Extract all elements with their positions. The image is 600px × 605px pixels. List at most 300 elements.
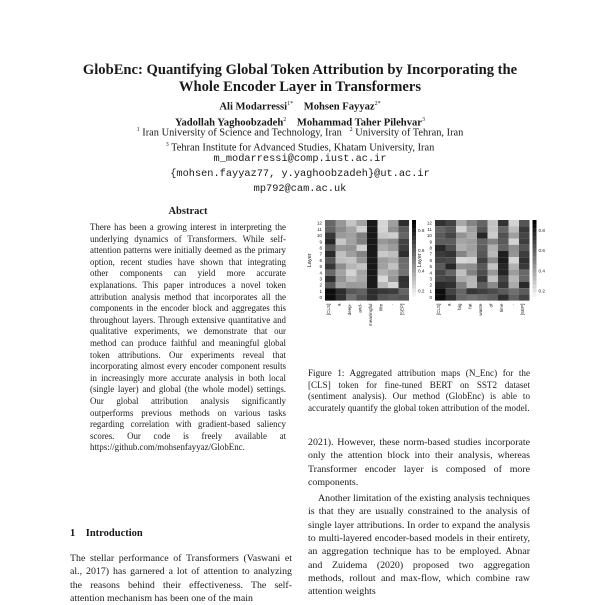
- layer-tick-label: 10: [316, 233, 322, 239]
- heatmap-cell: [388, 294, 399, 300]
- introduction-text: The stellar performance of Transformers (Vaswani et al., 2017) has garnered a lot of attention to analyzing the reasons behind their effectiveness. The self-attention mechanism has been one of the main: [70, 553, 292, 604]
- heatmap-cell: [435, 251, 446, 257]
- heatmap-cell: [435, 232, 446, 238]
- heatmap-cell: [399, 226, 410, 232]
- colorbar-segment: [412, 244, 416, 248]
- heatmap-cell: [488, 282, 499, 288]
- layer-tick-label: 4: [319, 270, 322, 276]
- layer-tick-label: 7: [319, 251, 322, 257]
- token-tick-label: waste: [478, 303, 484, 316]
- heatmap-cell: [446, 245, 457, 251]
- affiliations: [40, 124, 560, 155]
- author-superscript: 1*: [287, 101, 294, 107]
- colorbar-segment: [412, 272, 416, 276]
- heatmap-cell: [435, 220, 446, 226]
- heatmap-cell: [336, 282, 347, 288]
- colorbar-segment: [412, 228, 416, 232]
- heatmap-cell: [357, 239, 368, 245]
- y-axis-label: Layer: [417, 253, 423, 268]
- heatmap-cell: [346, 294, 357, 300]
- heatmap-cell: [388, 220, 399, 226]
- heatmap-cell: [378, 239, 389, 245]
- heatmap-cell: [477, 226, 488, 232]
- token-tick-label: [CLS]: [326, 303, 332, 316]
- heatmap-cell: [467, 257, 478, 263]
- author-superscript: 3: [422, 117, 425, 124]
- heatmap-cell: [378, 232, 389, 238]
- token-tick-label: and-: [357, 303, 363, 313]
- heatmap-cell: [367, 282, 378, 288]
- heatmap-cell: [456, 245, 467, 251]
- heatmap-cell: [477, 270, 488, 276]
- colorbar-segment: [412, 248, 416, 252]
- heatmap-cell: [509, 232, 520, 238]
- heatmap-cell: [357, 245, 368, 251]
- colorbar-segment: [412, 297, 416, 301]
- layer-tick-label: 8: [429, 245, 432, 251]
- y-axis-label: Layer: [307, 253, 313, 268]
- heatmap-cell: [488, 288, 499, 294]
- heatmap-cell: [325, 245, 336, 251]
- heatmap-cell: [378, 226, 389, 232]
- heatmap-cell: [388, 270, 399, 276]
- layer-tick-label: 1: [429, 288, 432, 294]
- heatmap-cell: [357, 276, 368, 282]
- heatmap-cell: [467, 251, 478, 257]
- affiliation-text: Tehran Institute for Advanced Studies, Khatam University, Iran: [171, 142, 435, 154]
- heatmap-cell: [509, 263, 520, 269]
- heatmap-cell: [477, 239, 488, 245]
- heatmap-cell: [399, 263, 410, 269]
- colorbar-segment: [533, 248, 537, 252]
- heatmap-cell: [488, 270, 499, 276]
- right-heatmap-panel: [417, 220, 545, 316]
- colorbar-segment: [533, 284, 537, 288]
- colorbar-segment: [412, 240, 416, 244]
- heatmap-cell: [367, 232, 378, 238]
- heatmap-cell: [519, 270, 530, 276]
- heatmap-cell: [446, 288, 457, 294]
- heatmap-cell: [477, 282, 488, 288]
- heatmap-cell: [435, 276, 446, 282]
- layer-tick-label: 4: [429, 270, 432, 276]
- layer-tick-label: 0: [429, 295, 432, 301]
- heatmap-cell: [378, 220, 389, 226]
- layer-tick-label: 8: [319, 245, 322, 251]
- colorbar-segment: [533, 244, 537, 248]
- heatmap-cell: [388, 251, 399, 257]
- heatmap-cell: [488, 257, 499, 263]
- heatmap-cell: [498, 282, 509, 288]
- heatmap-cell: [477, 294, 488, 300]
- heatmap-cell: [367, 251, 378, 257]
- heatmap-cell: [477, 251, 488, 257]
- paper-title: [40, 62, 560, 96]
- heatmap-cell: [378, 282, 389, 288]
- layer-tick-label: 2: [429, 282, 432, 288]
- heatmap-cell: [346, 220, 357, 226]
- token-tick-label: [CLS]: [436, 303, 442, 316]
- affiliation-superscript: 1: [136, 127, 140, 133]
- heatmap-cell: [399, 245, 410, 251]
- heatmap-cell: [477, 257, 488, 263]
- heatmap-cell: [336, 257, 347, 263]
- token-tick-label: a: [446, 303, 452, 307]
- heatmap-cell: [357, 263, 368, 269]
- colorbar-segment: [533, 260, 537, 264]
- heatmap-cell: [346, 239, 357, 245]
- attribution-heatmap-figure: [305, 216, 545, 366]
- heatmap-cell: [346, 245, 357, 251]
- heatmap-cell: [446, 282, 457, 288]
- heatmap-cell: [488, 276, 499, 282]
- colorbar-segment: [533, 228, 537, 232]
- heatmap-cell: [325, 263, 336, 269]
- heatmap-cell: [346, 251, 357, 257]
- heatmap-cell: [336, 220, 347, 226]
- heatmap-cell: [498, 288, 509, 294]
- right-paragraph-2: Another limitation of the existing analysis techniques is that they are usually constrained to the analysis of single layer attributions. In order to expand the analysis to multi-layered encoder-based models in their entirety, an aggregation technique has to be employed. Abnar and Zuidema (2020) proposed two aggregation methods, rollout and max-flow, which combine raw attention weights: [308, 493, 530, 598]
- abstract-text: There has been a growing interest in interpreting the underlying dynamics of Transformers. While self-attention patterns were initially deemed as the primary option, recent studies have shown that integrating other components can yield more accurate explanations. This paper introduces a novel token attribution analysis method that incorporates all the components in the encoder block and aggregates this throughout layers. Through extensive quantitative and qualitative experiments, we demonstrate that our method can produce faithful and meaningful global token attributions. Our experiments reveal that incorporating almost every encoder component results in increasingly more accurate analysis in both local (single layer) and global (the whole model) settings. Our global attribution analysis significantly outperforms previous methods on various tasks regarding correlation with gradient-based saliency scores. Our code is freely available at https://github.com/mohsenfayyaz/GlobEnc.: [90, 222, 286, 453]
- token-tick-label: a: [336, 303, 342, 307]
- heatmap-cell: [488, 226, 499, 232]
- heatmap-cell: [488, 294, 499, 300]
- heatmap-cell: [456, 270, 467, 276]
- author-name: Mohsen Fayyaz: [303, 101, 375, 113]
- heatmap-cell: [357, 294, 368, 300]
- heatmap-cell: [477, 288, 488, 294]
- heatmap-cell: [467, 232, 478, 238]
- colorbar-segment: [412, 256, 416, 260]
- heatmap-cell: [446, 294, 457, 300]
- heatmap-cell: [519, 288, 530, 294]
- author-superscript: 2: [283, 117, 287, 124]
- email-line: {mohsen.fayyaz77, y.yaghoobzadeh}@ut.ac.ir: [170, 168, 430, 180]
- heatmap-cell: [367, 263, 378, 269]
- heatmap-cell: [325, 232, 336, 238]
- heatmap-cell: [509, 239, 520, 245]
- heatmap-cell: [435, 294, 446, 300]
- right-paragraph-1: 2021). However, these norm-based studies incorporate only the attention block into their analysis, whereas Transformer encoder layer is composed of more components.: [308, 437, 530, 488]
- token-tick-label: fat: [467, 303, 473, 309]
- right-column-body: [308, 436, 530, 599]
- heatmap-cell: [399, 239, 410, 245]
- heatmap-cell: [446, 220, 457, 226]
- colorbar-segment: [533, 272, 537, 276]
- heatmap-cell: [388, 276, 399, 282]
- layer-tick-label: 5: [319, 264, 322, 270]
- colorbar-segment: [412, 252, 416, 256]
- colorbar-segment: [412, 289, 416, 293]
- colorbar-segment: [533, 252, 537, 256]
- heatmap-cell: [378, 288, 389, 294]
- colorbar-segment: [533, 224, 537, 228]
- introduction-body: [70, 552, 292, 605]
- colorbar-segment: [412, 280, 416, 284]
- heatmap-cell: [435, 282, 446, 288]
- heatmap-cell: [498, 270, 509, 276]
- heatmap-cell: [367, 288, 378, 294]
- heatmap-cell: [498, 251, 509, 257]
- heatmap-cell: [325, 239, 336, 245]
- heatmap-cell: [357, 270, 368, 276]
- colorbar-segment: [533, 240, 537, 244]
- heatmap-cell: [446, 276, 457, 282]
- heatmap-cell: [519, 239, 530, 245]
- heatmap-cell: [435, 257, 446, 263]
- heatmap-cell: [519, 276, 530, 282]
- heatmap-cell: [399, 282, 410, 288]
- affiliation-superscript: 3: [165, 142, 169, 149]
- heatmap-cell: [519, 220, 530, 226]
- heatmap-cell: [346, 263, 357, 269]
- affiliation-superscript: 2: [349, 127, 353, 133]
- heatmap-cell: [367, 257, 378, 263]
- heatmap-cell: [488, 251, 499, 257]
- colorbar-segment: [412, 260, 416, 264]
- colorbar-segment: [533, 268, 537, 272]
- colorbar-segment: [533, 289, 537, 293]
- left-heatmap-panel: [307, 220, 425, 326]
- colorbar-segment: [533, 264, 537, 268]
- colorbar-segment: [412, 268, 416, 272]
- heatmap-cell: [467, 276, 478, 282]
- colorbar-segment: [533, 293, 537, 297]
- heatmap-cell: [509, 270, 520, 276]
- heatmap-cell: [388, 288, 399, 294]
- heatmap-cell: [519, 263, 530, 269]
- abstract-heading: Abstract: [168, 206, 208, 217]
- introduction-heading: [70, 528, 143, 539]
- email-line: m_modarressi@comp.iust.ac.ir: [213, 153, 387, 165]
- heatmap-cell: [346, 276, 357, 282]
- heatmap-cell: [336, 226, 347, 232]
- heatmap-cell: [519, 294, 530, 300]
- heatmap-cell: [477, 232, 488, 238]
- token-tick-label: film: [378, 303, 384, 311]
- heatmap-cell: [477, 245, 488, 251]
- heatmap-cell: [399, 270, 410, 276]
- layer-tick-label: 1: [319, 288, 322, 294]
- heatmap-cell: [467, 226, 478, 232]
- heatmap-cell: [467, 245, 478, 251]
- affiliation-text: Iran University of Science and Technology, Iran: [142, 127, 342, 139]
- heatmap-cell: [325, 288, 336, 294]
- heatmap-cell: [467, 239, 478, 245]
- colorbar-segment: [533, 256, 537, 260]
- layer-tick-label: 10: [426, 233, 432, 239]
- heatmap-cell: [519, 257, 530, 263]
- heatmap-cell: [467, 294, 478, 300]
- colorbar-segment: [412, 236, 416, 240]
- heatmap-cell: [498, 294, 509, 300]
- colorbar-tick-label: 0.8: [538, 228, 545, 234]
- colorbar-segment: [412, 276, 416, 280]
- layer-tick-label: 5: [429, 264, 432, 270]
- layer-tick-label: 7: [429, 251, 432, 257]
- heatmap-cell: [519, 251, 530, 257]
- heatmap-cell: [435, 226, 446, 232]
- heatmap-cell: [367, 276, 378, 282]
- heatmap-cell: [456, 276, 467, 282]
- heatmap-cell: [509, 282, 520, 288]
- figure-caption-text: Figure 1: Aggregated attribution maps (N_Enc) for the [CLS] token for fine-tuned BERT on SST2 dataset (sentiment analysis). Our method (GlobEnc) is able to accurately quantify the global token attribution of the model.: [308, 368, 530, 413]
- heatmap-cell: [456, 251, 467, 257]
- colorbar-tick-label: 0.4: [418, 268, 425, 274]
- heatmap-cell: [498, 257, 509, 263]
- token-tick-label: deep-: [347, 303, 353, 316]
- colorbar-segment: [412, 284, 416, 288]
- heatmap-cell: [367, 245, 378, 251]
- heatmap-cell: [488, 232, 499, 238]
- heatmap-cell: [519, 232, 530, 238]
- affiliation-line-1: [40, 124, 560, 139]
- heatmap-cell: [336, 276, 347, 282]
- heatmap-cell: [378, 257, 389, 263]
- heatmap-cell: [509, 251, 520, 257]
- heatmap-cell: [509, 245, 520, 251]
- heatmap-cell: [336, 263, 347, 269]
- email-line: mp792@cam.ac.uk: [253, 183, 347, 195]
- heatmap-cell: [336, 239, 347, 245]
- author-name: Ali Modarressi: [219, 101, 288, 113]
- heatmap-cell: [456, 294, 467, 300]
- heatmap-cell: [357, 282, 368, 288]
- heatmap-cell: [378, 294, 389, 300]
- heatmap-cell: [435, 288, 446, 294]
- heatmap-cell: [435, 239, 446, 245]
- colorbar-segment: [412, 293, 416, 297]
- heatmap-cell: [399, 232, 410, 238]
- heatmap-cell: [336, 232, 347, 238]
- layer-tick-label: 0: [319, 295, 322, 301]
- heatmap-cell: [378, 245, 389, 251]
- heatmap-cell: [357, 257, 368, 263]
- colorbar-tick-label: 0.6: [538, 248, 545, 254]
- heatmap-cell: [388, 245, 399, 251]
- heatmap-cell: [346, 226, 357, 232]
- heatmap-cell: [325, 282, 336, 288]
- heatmap-cell: [498, 226, 509, 232]
- colorbar-segment: [533, 220, 537, 224]
- heatmap-cell: [388, 257, 399, 263]
- heatmap-cell: [346, 232, 357, 238]
- author-superscript: 2*: [374, 101, 381, 107]
- heatmap-cell: [325, 270, 336, 276]
- heatmap-cell: [336, 270, 347, 276]
- colorbar-segment: [533, 276, 537, 280]
- heatmap-cell: [446, 263, 457, 269]
- heatmap-cell: [367, 220, 378, 226]
- heatmap-cell: [498, 263, 509, 269]
- heatmap-cell: [456, 232, 467, 238]
- colorbar-segment: [412, 264, 416, 268]
- heatmap-cell: [446, 257, 457, 263]
- heatmap-cell: [435, 245, 446, 251]
- heatmap-cell: [456, 239, 467, 245]
- heatmap-cell: [456, 282, 467, 288]
- heatmap-cell: [346, 288, 357, 294]
- heatmap-cell: [388, 239, 399, 245]
- colorbar-segment: [412, 220, 416, 224]
- heatmap-cell: [456, 263, 467, 269]
- colorbar-tick-label: 0.8: [418, 228, 425, 234]
- colorbar-tick-label: 0.4: [538, 268, 545, 274]
- colorbar-segment: [412, 224, 416, 228]
- heatmap-cell: [336, 251, 347, 257]
- heatmap-cell: [446, 251, 457, 257]
- layer-tick-label: 6: [429, 257, 432, 263]
- heatmap-cell: [456, 226, 467, 232]
- layer-tick-label: 9: [429, 239, 432, 245]
- colorbar-segment: [533, 297, 537, 301]
- heatmap-cell: [509, 276, 520, 282]
- layer-tick-label: 12: [426, 220, 432, 226]
- layer-tick-label: 3: [429, 276, 432, 282]
- heatmap-cell: [367, 294, 378, 300]
- heatmap-cell: [467, 288, 478, 294]
- colorbar-segment: [533, 236, 537, 240]
- heatmap-cell: [399, 257, 410, 263]
- heatmap-cell: [367, 270, 378, 276]
- colorbar-tick-label: 0.6: [418, 248, 425, 254]
- author-line-1: [40, 98, 560, 114]
- heatmap-cell: [367, 239, 378, 245]
- heatmap-cell: [509, 220, 520, 226]
- heatmap-cell: [325, 276, 336, 282]
- heatmap-cell: [498, 239, 509, 245]
- layer-tick-label: 3: [319, 276, 322, 282]
- token-tick-label: of: [488, 303, 494, 308]
- heatmap-cell: [446, 270, 457, 276]
- heatmap-cell: [477, 276, 488, 282]
- token-tick-label: .: [389, 303, 395, 305]
- title-line-1: GlobEnc: Quantifying Global Token Attribution by Incorporating the: [82, 62, 518, 78]
- heatmap-cell: [325, 294, 336, 300]
- heatmap-cell: [446, 226, 457, 232]
- heatmap-cell: [509, 257, 520, 263]
- heatmap-cell: [488, 220, 499, 226]
- heatmap-cell: [346, 257, 357, 263]
- heatmap-cell: [456, 288, 467, 294]
- figure-caption: [308, 368, 530, 414]
- token-tick-label: big: [457, 303, 463, 310]
- heatmap-cell: [467, 282, 478, 288]
- heatmap-cell: [446, 232, 457, 238]
- colorbar-segment: [533, 232, 537, 236]
- layer-tick-label: 9: [319, 239, 322, 245]
- heatmap-cell: [488, 263, 499, 269]
- abstract-body: [90, 222, 286, 454]
- title-line-2: Whole Encoder Layer in Transformers: [178, 79, 422, 95]
- heatmap-cell: [498, 245, 509, 251]
- author-name: Mohammad Taher Pilehvar: [296, 117, 422, 129]
- heatmap-cell: [357, 220, 368, 226]
- colorbar-tick-label: 0.2: [538, 288, 545, 294]
- heatmap-cell: [399, 276, 410, 282]
- heatmap-cell: [509, 294, 520, 300]
- heatmap-cell: [456, 257, 467, 263]
- heatmap-cell: [325, 220, 336, 226]
- token-tick-label: meaningful: [368, 303, 374, 327]
- heatmap-cell: [519, 226, 530, 232]
- heatmap-cell: [488, 245, 499, 251]
- token-tick-label: [SEP]: [399, 303, 405, 316]
- heatmap-cell: [509, 226, 520, 232]
- heatmap-cell: [399, 220, 410, 226]
- heatmap-cell: [388, 226, 399, 232]
- colorbar-segment: [412, 232, 416, 236]
